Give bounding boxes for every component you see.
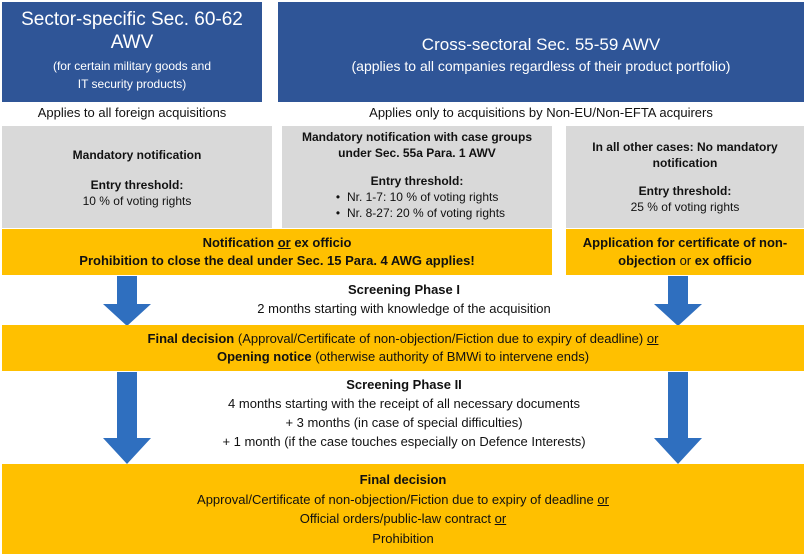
final-line1: Approval/Certificate of non-objection/Fiction due to expiry of deadline [197, 491, 594, 507]
header-sector-specific [2, 2, 262, 102]
header-right-title: Cross-sectoral Sec. 55-59 AWV [421, 35, 661, 54]
final-decision-box [2, 464, 804, 554]
arrow-right-2-icon [652, 372, 704, 464]
scope-right: Applies only to acquisitions by Non-EU/Non-EFTA acquirers [369, 105, 713, 120]
decision1-text1: (Approval/Certificate of non-objection/Fiction due to expiry of deadline) [237, 331, 644, 346]
header-left-sub-1: (for certain military goods and [52, 59, 212, 73]
header-right-subtitle: (applies to all companies regardless of their product portfolio) [351, 58, 731, 74]
box-left-heading: Mandatory notification [72, 148, 202, 162]
box-mandatory-notification [2, 126, 272, 228]
screening-phase-2 [160, 375, 648, 451]
box-right-heading-1: In all other cases: No mandatory [592, 140, 778, 154]
notify-left-prohibition: Prohibition to close the deal under Sec. 15 Para. 4 AWG applies! [79, 253, 475, 268]
scope-left: Applies to all foreign acquisitions [37, 105, 227, 120]
box-left-threshold-value: 10 % of voting rights [82, 194, 192, 208]
notification-box-right [566, 229, 804, 275]
decision1-or: or [646, 331, 659, 346]
box-case-groups [282, 126, 552, 228]
box-middle-bullet: • Nr. 1-7: 10 % of voting rights [329, 189, 505, 205]
box-left-threshold-label: Entry threshold: [90, 178, 184, 192]
notify-right-ex-officio: ex officio [694, 253, 752, 268]
phase2-line2: + 3 months (in case of special difficulties) [285, 415, 523, 430]
header-cross-sectoral [278, 2, 804, 102]
notification-box-left [2, 229, 552, 275]
decision1-final: Final decision [147, 331, 235, 346]
box-middle-bullet: • Nr. 8-27: 20 % of voting rights [329, 205, 505, 221]
box-middle-threshold-label: Entry threshold: [370, 174, 464, 188]
final-title: Final decision [359, 472, 447, 487]
notify-left-part2: ex officio [294, 235, 352, 250]
header-left-title-1: Sector-specific Sec. 60-62 [21, 9, 243, 30]
box-middle-bullet-list [329, 189, 505, 221]
notify-left-part1: Notification [202, 235, 275, 250]
final-line2: Official orders/public-law contract [299, 511, 492, 526]
arrow-left-2-icon [101, 372, 153, 464]
box-no-mandatory-notification [566, 126, 804, 228]
box-middle-heading-2: under Sec. 55a Para. 1 AWV [338, 146, 496, 160]
box-right-heading-2: notification [652, 156, 718, 170]
notify-left-or: or [277, 235, 291, 250]
decision-box-1 [2, 325, 804, 371]
arrow-left-1-icon [101, 276, 153, 326]
phase2-title: Screening Phase II [346, 377, 462, 392]
box-middle-heading-1: Mandatory notification with case groups [301, 130, 533, 144]
screening-phase-1 [160, 280, 648, 318]
phase2-line3: + 1 month (if the case touches especially on Defence Interests) [222, 434, 586, 449]
notify-right-objection: objection [618, 253, 676, 268]
final-line3: Prohibition [372, 530, 434, 546]
phase1-text: 2 months starting with knowledge of the acquisition [257, 301, 551, 316]
header-left-sub-2: IT security products) [77, 77, 187, 91]
decision1-opening-notice: Opening notice [216, 349, 312, 364]
box-right-threshold-value: 25 % of voting rights [630, 200, 740, 214]
final-line1-or: or [597, 491, 609, 507]
arrow-right-1-icon [652, 276, 704, 326]
phase2-line1: 4 months starting with the receipt of all necessary documents [228, 396, 580, 411]
box-right-threshold-label: Entry threshold: [638, 184, 732, 198]
header-left-title-2: AWV [110, 32, 154, 53]
final-line2-or: or [494, 511, 507, 526]
decision1-text2: (otherwise authority of BMWi to intervene ends) [315, 349, 590, 364]
notify-right-line1: Application for certificate of non- [582, 235, 788, 250]
phase1-title: Screening Phase I [348, 282, 460, 297]
notify-right-or: or [679, 253, 692, 268]
